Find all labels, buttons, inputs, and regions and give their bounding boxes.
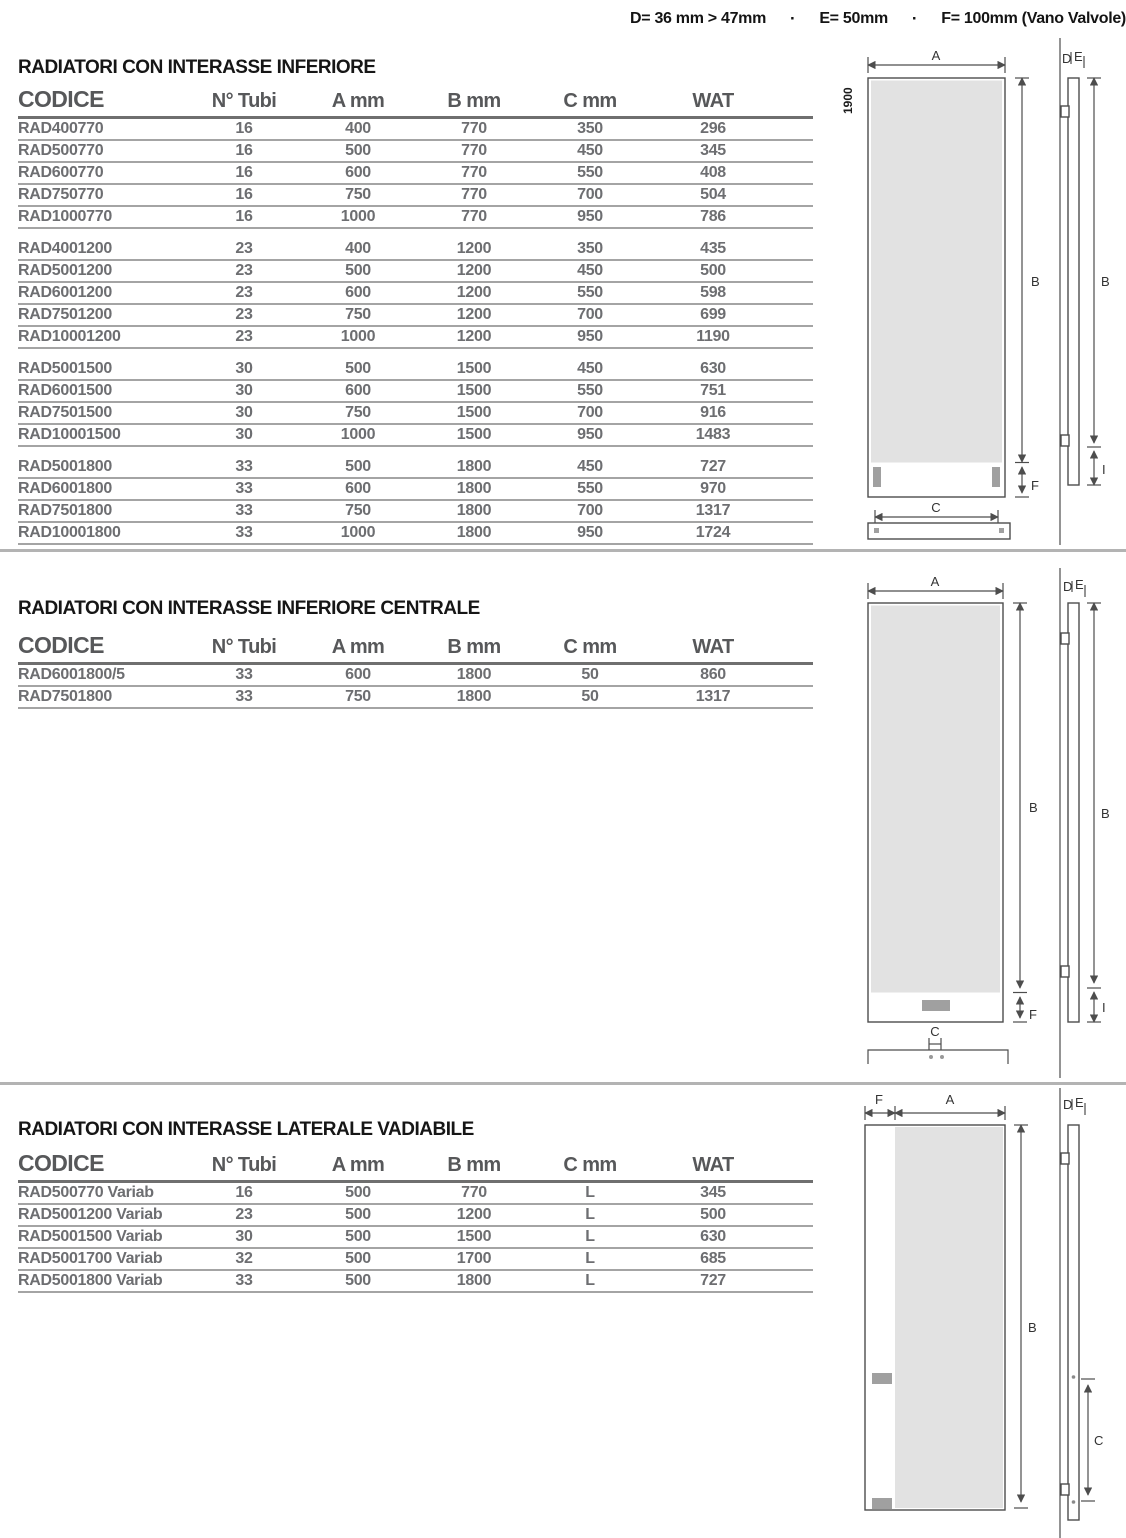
front-view xyxy=(865,1092,1037,1510)
table-header-row xyxy=(18,632,813,665)
cell-codice: RAD6001800/5 xyxy=(18,666,125,683)
column-header: CODICE xyxy=(18,86,104,112)
legend-separator: · xyxy=(911,9,918,28)
dim-label-c: C xyxy=(930,1024,940,1039)
wall-bracket xyxy=(1061,1153,1069,1164)
cell-value: 16 xyxy=(235,142,253,159)
cell-value: 950 xyxy=(577,208,603,225)
cell-value: 16 xyxy=(235,1184,253,1201)
cell-value: 1200 xyxy=(456,284,492,301)
column-header: A mm xyxy=(331,1154,385,1176)
column-header: A mm xyxy=(331,90,385,112)
cell-value: 860 xyxy=(700,666,726,683)
cell-value: 700 xyxy=(577,306,603,323)
wall-bracket xyxy=(1061,435,1069,446)
cell-value: 630 xyxy=(700,360,726,377)
cell-value: 1000 xyxy=(340,524,376,541)
cell-value: 950 xyxy=(577,524,603,541)
table-row xyxy=(18,239,813,261)
table-row xyxy=(18,403,813,425)
column-header: WAT xyxy=(692,636,734,658)
cell-value: 33 xyxy=(235,458,253,475)
cell-value: 916 xyxy=(700,404,726,421)
dim-label-f: F xyxy=(1031,478,1039,493)
cell-value: 1500 xyxy=(456,404,492,421)
cell-value: 1317 xyxy=(695,688,731,705)
cell-value: 500 xyxy=(700,262,726,279)
row-group xyxy=(18,1183,813,1293)
dim-label-c: C xyxy=(931,500,941,515)
table-row xyxy=(18,381,813,403)
cell-value: 23 xyxy=(235,284,253,301)
cell-codice: RAD7501800 xyxy=(18,502,112,519)
cell-value: 33 xyxy=(235,666,253,683)
table-row xyxy=(18,185,813,207)
column-header: B mm xyxy=(447,90,501,112)
dim-label-a: A xyxy=(945,1092,955,1107)
cell-value: L xyxy=(585,1206,595,1223)
cell-value: 1800 xyxy=(456,1272,492,1289)
cell-value: 1800 xyxy=(456,480,492,497)
section-divider xyxy=(0,1082,1126,1085)
column-header: A mm xyxy=(331,636,385,658)
cell-value: 750 xyxy=(345,186,371,203)
row-group xyxy=(18,239,813,349)
cell-value: 450 xyxy=(577,262,603,279)
cell-codice: RAD500770 xyxy=(18,142,104,159)
cell-value: 350 xyxy=(577,120,603,137)
table-header-row xyxy=(18,1150,813,1183)
cell-codice: RAD5001800 xyxy=(18,458,112,475)
cell-value: 770 xyxy=(461,164,487,181)
cell-value: 1200 xyxy=(456,328,492,345)
table-row xyxy=(18,327,813,349)
cell-codice: RAD750770 xyxy=(18,186,104,203)
central-connection xyxy=(922,1000,950,1011)
cell-value: 1800 xyxy=(456,688,492,705)
cell-value: 345 xyxy=(700,1184,726,1201)
dim-label-e: E xyxy=(1074,49,1083,64)
cell-value: 700 xyxy=(577,502,603,519)
cell-value: 600 xyxy=(345,382,371,399)
cell-value: 33 xyxy=(235,502,253,519)
cell-value: 1800 xyxy=(456,524,492,541)
cell-value: 770 xyxy=(461,120,487,137)
radiator-diagram-laterale xyxy=(838,1088,1126,1538)
front-view xyxy=(841,48,1040,539)
table-row xyxy=(18,1271,813,1293)
cell-codice: RAD6001800 xyxy=(18,480,112,497)
dim-label-e: E xyxy=(1075,1095,1084,1110)
cell-value: L xyxy=(585,1272,595,1289)
cell-value: 32 xyxy=(235,1250,253,1267)
cell-value: 1200 xyxy=(456,1206,492,1223)
cell-codice: RAD10001500 xyxy=(18,426,121,443)
column-header: B mm xyxy=(447,1154,501,1176)
column-header: N° Tubi xyxy=(211,90,277,112)
valve-connection xyxy=(873,467,881,487)
cell-value: 1000 xyxy=(340,426,376,443)
cell-value: 504 xyxy=(700,186,726,203)
cell-value: 296 xyxy=(700,120,726,137)
cell-codice: RAD500770 Variab xyxy=(18,1184,154,1201)
cell-value: 598 xyxy=(700,284,726,301)
side-connection xyxy=(872,1498,892,1509)
cell-codice: RAD6001500 xyxy=(18,382,112,399)
cell-value: 700 xyxy=(577,404,603,421)
spec-table-inferiore xyxy=(18,86,813,545)
cell-value: 23 xyxy=(235,240,253,257)
cell-value: 500 xyxy=(700,1206,726,1223)
table-row xyxy=(18,1227,813,1249)
cell-value: 1500 xyxy=(456,360,492,377)
cell-value: 550 xyxy=(577,284,603,301)
column-header: C mm xyxy=(563,90,617,112)
wall-bracket xyxy=(1061,633,1069,644)
cell-value: 50 xyxy=(581,688,599,705)
dimension-legend xyxy=(630,9,1126,29)
dim-label-d: D xyxy=(1063,1097,1073,1112)
cell-value: 600 xyxy=(345,666,371,683)
column-header: CODICE xyxy=(18,632,104,658)
table-row xyxy=(18,1205,813,1227)
cell-codice: RAD7501200 xyxy=(18,306,112,323)
cell-value: 1200 xyxy=(456,262,492,279)
row-group xyxy=(18,457,813,545)
cell-codice: RAD600770 xyxy=(18,164,104,181)
cell-value: 1483 xyxy=(695,426,731,443)
cell-value: L xyxy=(585,1250,595,1267)
cell-value: 1500 xyxy=(456,1228,492,1245)
cell-codice: RAD7501800 xyxy=(18,688,112,705)
side-connection xyxy=(872,1373,892,1384)
dim-label-b: B xyxy=(1029,800,1038,815)
table-row xyxy=(18,261,813,283)
table-row xyxy=(18,501,813,523)
cell-value: 1800 xyxy=(456,458,492,475)
cell-value: 770 xyxy=(461,208,487,225)
cell-value: 30 xyxy=(235,426,253,443)
cell-codice: RAD5001500 Variab xyxy=(18,1228,163,1245)
table-row xyxy=(18,207,813,229)
cell-value: 16 xyxy=(235,120,253,137)
column-header: CODICE xyxy=(18,1150,104,1176)
cell-value: 33 xyxy=(235,1272,253,1289)
column-header: WAT xyxy=(692,1154,734,1176)
front-view xyxy=(868,574,1038,1064)
cell-value: 685 xyxy=(700,1250,726,1267)
cell-value: 699 xyxy=(700,306,726,323)
table-row xyxy=(18,283,813,305)
table-row xyxy=(18,119,813,141)
dim-label-i: I xyxy=(1102,1000,1106,1015)
cell-value: 33 xyxy=(235,688,253,705)
legend-item-f: F= 100mm (Vano Valvole) xyxy=(941,10,1126,27)
spec-table-laterale-variabile xyxy=(18,1150,813,1293)
cell-value: 500 xyxy=(345,142,371,159)
cell-value: 23 xyxy=(235,262,253,279)
section-title-laterale-variabile: RADIATORI CON INTERASSE LATERALE VADIABILE xyxy=(18,1119,474,1140)
dim-label-b: B xyxy=(1101,274,1110,289)
cell-value: 450 xyxy=(577,360,603,377)
cell-value: 727 xyxy=(700,1272,726,1289)
table-row xyxy=(18,141,813,163)
bottom-view xyxy=(868,523,1010,539)
legend-item-d: D= 36 mm > 47mm xyxy=(630,10,767,27)
cell-value: 750 xyxy=(345,502,371,519)
section-divider xyxy=(0,549,1126,552)
cell-value: 600 xyxy=(345,284,371,301)
cell-value: 630 xyxy=(700,1228,726,1245)
cell-codice: RAD7501500 xyxy=(18,404,112,421)
dim-label-b: B xyxy=(1031,274,1040,289)
table-row xyxy=(18,1249,813,1271)
column-header: B mm xyxy=(447,636,501,658)
cell-value: 400 xyxy=(345,240,371,257)
wall-bracket xyxy=(1061,1484,1069,1495)
cell-value: 500 xyxy=(345,1250,371,1267)
cell-value: 950 xyxy=(577,328,603,345)
dim-label-d: D xyxy=(1063,579,1073,594)
table-row xyxy=(18,1183,813,1205)
cell-value: 1200 xyxy=(456,240,492,257)
row-group xyxy=(18,359,813,447)
cell-value: 345 xyxy=(700,142,726,159)
cell-value: 600 xyxy=(345,480,371,497)
table-row xyxy=(18,687,813,709)
cell-value: 500 xyxy=(345,458,371,475)
cell-value: 1500 xyxy=(456,426,492,443)
cell-value: 970 xyxy=(700,480,726,497)
column-header: WAT xyxy=(692,90,734,112)
cell-value: 23 xyxy=(235,328,253,345)
cell-value: L xyxy=(585,1228,595,1245)
dim-label-i: I xyxy=(1102,462,1106,477)
cell-value: 550 xyxy=(577,480,603,497)
cell-value: 600 xyxy=(345,164,371,181)
cell-value: 1000 xyxy=(340,328,376,345)
table-row xyxy=(18,305,813,327)
cell-value: 450 xyxy=(577,142,603,159)
cell-codice: RAD10001800 xyxy=(18,524,121,541)
cell-value: 450 xyxy=(577,458,603,475)
cell-value: 33 xyxy=(235,524,253,541)
row-group xyxy=(18,665,813,709)
table-row xyxy=(18,457,813,479)
table-row xyxy=(18,425,813,447)
cell-value: 770 xyxy=(461,186,487,203)
cell-value: 550 xyxy=(577,164,603,181)
cell-value: L xyxy=(585,1184,595,1201)
cell-value: 770 xyxy=(461,1184,487,1201)
cell-value: 751 xyxy=(700,382,726,399)
cell-value: 23 xyxy=(235,306,253,323)
cell-value: 30 xyxy=(235,382,253,399)
column-header: N° Tubi xyxy=(211,1154,277,1176)
table-row xyxy=(18,665,813,687)
cell-value: 500 xyxy=(345,262,371,279)
cell-value: 500 xyxy=(345,1184,371,1201)
spec-table-inferiore-centrale xyxy=(18,632,813,709)
cell-value: 1724 xyxy=(695,524,731,541)
cell-value: 500 xyxy=(345,360,371,377)
cell-value: 400 xyxy=(345,120,371,137)
cell-value: 33 xyxy=(235,480,253,497)
cell-value: 500 xyxy=(345,1206,371,1223)
cell-value: 786 xyxy=(700,208,726,225)
cell-value: 408 xyxy=(700,164,726,181)
valve-connection xyxy=(992,467,1000,487)
cell-value: 1317 xyxy=(695,502,731,519)
dim-label-b: B xyxy=(1028,1320,1037,1335)
cell-value: 1800 xyxy=(456,666,492,683)
cell-value: 435 xyxy=(700,240,726,257)
column-header: N° Tubi xyxy=(211,636,277,658)
cell-codice: RAD5001200 Variab xyxy=(18,1206,163,1223)
cell-codice: RAD5001200 xyxy=(18,262,112,279)
dim-label-a: A xyxy=(930,574,940,589)
cell-codice: RAD10001200 xyxy=(18,328,121,345)
cell-codice: RAD1000770 xyxy=(18,208,112,225)
cell-value: 350 xyxy=(577,240,603,257)
section-title-inferiore: RADIATORI CON INTERASSE INFERIORE xyxy=(18,57,376,78)
cell-value: 1200 xyxy=(456,306,492,323)
side-view xyxy=(1060,38,1110,545)
table-row xyxy=(18,359,813,381)
dim-label-f: F xyxy=(875,1092,883,1107)
cell-value: 950 xyxy=(577,426,603,443)
legend-separator: · xyxy=(789,9,796,28)
dim-label-1900: 1900 xyxy=(841,87,855,114)
cell-value: 30 xyxy=(235,1228,253,1245)
cell-value: 1700 xyxy=(456,1250,492,1267)
cell-codice: RAD6001200 xyxy=(18,284,112,301)
cell-codice: RAD400770 xyxy=(18,120,104,137)
cell-value: 30 xyxy=(235,404,253,421)
cell-value: 770 xyxy=(461,142,487,159)
cell-value: 16 xyxy=(235,208,253,225)
cell-value: 1000 xyxy=(340,208,376,225)
cell-value: 750 xyxy=(345,404,371,421)
cell-codice: RAD5001700 Variab xyxy=(18,1250,163,1267)
cell-value: 30 xyxy=(235,360,253,377)
column-header: C mm xyxy=(563,636,617,658)
wall-bracket xyxy=(1061,106,1069,117)
dim-label-b: B xyxy=(1101,806,1110,821)
table-row xyxy=(18,523,813,545)
cell-value: 700 xyxy=(577,186,603,203)
side-view xyxy=(1060,1088,1103,1538)
dim-label-e: E xyxy=(1075,577,1084,592)
cell-value: 750 xyxy=(345,688,371,705)
cell-value: 23 xyxy=(235,1206,253,1223)
wall-bracket xyxy=(1061,966,1069,977)
cell-codice: RAD5001800 Variab xyxy=(18,1272,163,1289)
cell-value: 16 xyxy=(235,186,253,203)
dim-label-f: F xyxy=(1029,1007,1037,1022)
legend-item-e: E= 50mm xyxy=(819,10,888,27)
table-row xyxy=(18,479,813,501)
cell-value: 750 xyxy=(345,306,371,323)
section-title-inferiore-centrale: RADIATORI CON INTERASSE INFERIORE CENTRALE xyxy=(18,598,480,619)
dim-label-d: D xyxy=(1062,51,1072,66)
table-header-row xyxy=(18,86,813,119)
cell-codice: RAD5001500 xyxy=(18,360,112,377)
cell-value: 1800 xyxy=(456,502,492,519)
row-group xyxy=(18,119,813,229)
cell-value: 50 xyxy=(581,666,599,683)
cell-value: 550 xyxy=(577,382,603,399)
dim-label-a: A xyxy=(931,48,941,63)
cell-value: 1500 xyxy=(456,382,492,399)
cell-value: 16 xyxy=(235,164,253,181)
cell-value: 500 xyxy=(345,1228,371,1245)
radiator-diagram-centrale xyxy=(838,568,1126,1080)
table-row xyxy=(18,163,813,185)
cell-codice: RAD4001200 xyxy=(18,240,112,257)
radiator-diagram-inferiore xyxy=(828,38,1126,550)
cell-value: 1190 xyxy=(696,328,730,345)
dim-label-c: C xyxy=(1094,1433,1104,1448)
column-header: C mm xyxy=(563,1154,617,1176)
cell-value: 727 xyxy=(700,458,726,475)
bottom-view xyxy=(868,1050,1008,1064)
side-view xyxy=(1060,568,1110,1078)
cell-value: 500 xyxy=(345,1272,371,1289)
